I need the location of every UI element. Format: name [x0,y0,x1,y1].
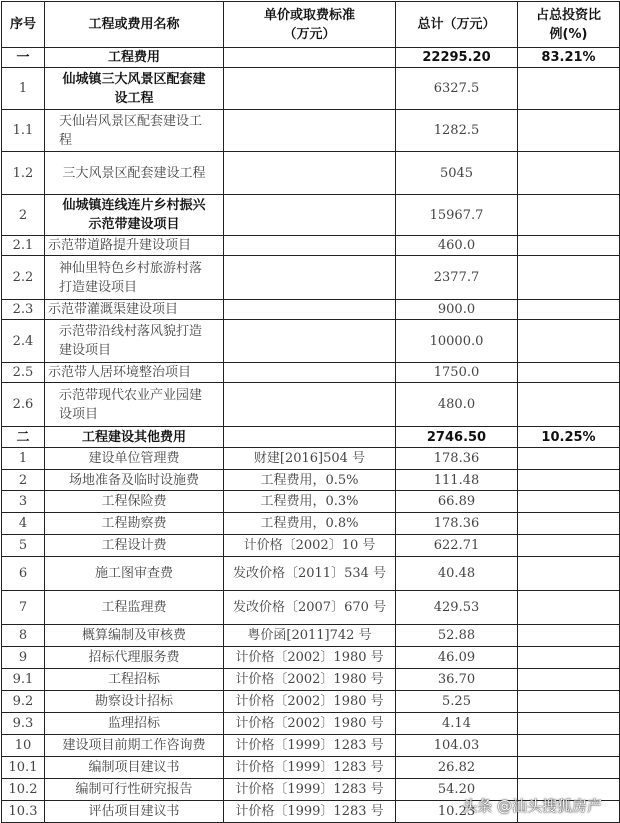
row-number: 1.1 [2,110,45,152]
row-number: 9.1 [2,669,45,691]
row-total: 15967.7 [396,195,518,236]
row-standard: 计价格〔2002〕1980 号 [224,647,396,669]
table-row [2,195,620,236]
header-total: 总计（万元） [396,2,518,48]
table-row [2,300,620,320]
table-row [2,256,620,300]
table-row [2,713,620,735]
row-name: 示范带灌溉渠建设项目 [45,300,224,320]
row-standard [224,152,396,195]
table-row [2,647,620,669]
row-name: 工程设计费 [45,535,224,557]
table-row [2,448,620,470]
table-row [2,591,620,625]
row-number: 4 [2,513,45,535]
row-total: 1282.5 [396,110,518,152]
row-name: 神仙里特色乡村旅游村落打造建设项目 [45,256,224,300]
row-name: 示范带道路提升建设项目 [45,236,224,256]
watermark-text: 头条 @汕头搜狐房产 [462,797,602,815]
header-no: 序号 [2,2,45,48]
row-ratio [518,320,620,363]
row-ratio [518,647,620,669]
row-standard: 计价格〔2002〕1980 号 [224,691,396,713]
row-standard [224,363,396,383]
row-total: 2377.7 [396,256,518,300]
table-row [2,320,620,363]
header-ratio: 占总投资比例(%) [518,2,620,48]
table-row [2,735,620,757]
row-number: 9 [2,647,45,669]
row-ratio [518,383,620,427]
row-number: 二 [2,427,45,448]
row-number: 2.6 [2,383,45,427]
row-total: 4.14 [396,713,518,735]
row-number: 一 [2,48,45,68]
row-number: 2.2 [2,256,45,300]
row-standard: 计价格〔1999〕1283 号 [224,735,396,757]
row-ratio [518,735,620,757]
row-ratio [518,491,620,513]
table-row [2,68,620,110]
row-total: 40.48 [396,557,518,591]
row-standard [224,320,396,363]
row-ratio [518,363,620,383]
row-total: 104.03 [396,735,518,757]
row-standard: 工程费用，0.5% [224,470,396,491]
row-total: 178.36 [396,448,518,470]
row-ratio [518,256,620,300]
row-number: 2.1 [2,236,45,256]
row-number: 2.4 [2,320,45,363]
row-standard [224,383,396,427]
row-standard [224,48,396,68]
row-total: 480.0 [396,383,518,427]
row-ratio [518,110,620,152]
row-ratio [518,195,620,236]
row-standard [224,195,396,236]
row-ratio: 10.25% [518,427,620,448]
row-name: 天仙岩风景区配套建设工程 [45,110,224,152]
row-total: 52.88 [396,625,518,647]
row-ratio [518,757,620,779]
row-number: 10.1 [2,757,45,779]
row-name: 招标代理服务费 [45,647,224,669]
header-row [2,2,620,48]
row-ratio: 83.21% [518,48,620,68]
row-number: 2.5 [2,363,45,383]
row-total: 10.23 [396,801,518,823]
row-total: 460.0 [396,236,518,256]
table-row [2,625,620,647]
row-ratio [518,236,620,256]
row-number: 10 [2,735,45,757]
row-total: 26.82 [396,757,518,779]
row-name: 仙城镇连线连片乡村振兴示范带建设项目 [45,195,224,236]
row-name: 示范带人居环境整治项目 [45,363,224,383]
row-name: 工程建设其他费用 [45,427,224,448]
table-row [2,152,620,195]
row-total: 178.36 [396,513,518,535]
table-row [2,110,620,152]
row-standard: 计价格〔2002〕1980 号 [224,669,396,691]
table-row [2,236,620,256]
row-number: 2 [2,470,45,491]
row-name: 概算编制及审核费 [45,625,224,647]
row-total: 6327.5 [396,68,518,110]
row-standard [224,300,396,320]
row-number: 7 [2,591,45,625]
row-name: 工程费用 [45,48,224,68]
table-row [2,535,620,557]
row-name: 勘察设计招标 [45,691,224,713]
row-number: 5 [2,535,45,557]
cost-table [1,1,620,823]
row-name: 建设单位管理费 [45,448,224,470]
row-total: 111.48 [396,470,518,491]
row-standard: 发改价格〔2007〕670 号 [224,591,396,625]
row-ratio [518,448,620,470]
row-name: 编制项目建议书 [45,757,224,779]
row-total: 10000.0 [396,320,518,363]
row-standard: 财建[2016]504 号 [224,448,396,470]
row-number: 1 [2,68,45,110]
row-standard: 计价格〔2002〕1980 号 [224,713,396,735]
row-total: 900.0 [396,300,518,320]
row-ratio [518,713,620,735]
table-row [2,363,620,383]
row-standard: 发改价格〔2011〕534 号 [224,557,396,591]
row-number: 8 [2,625,45,647]
row-number: 2.3 [2,300,45,320]
row-number: 10.3 [2,801,45,823]
table-row [2,48,620,68]
row-name: 工程勘察费 [45,513,224,535]
row-standard: 工程费用，0.8% [224,513,396,535]
row-ratio [518,470,620,491]
header-standard: 单价或取费标准（万元） [224,2,396,48]
row-name: 编制可行性研究报告 [45,779,224,801]
row-number: 9.3 [2,713,45,735]
row-name: 建设项目前期工作咨询费 [45,735,224,757]
row-standard [224,236,396,256]
row-ratio [518,300,620,320]
row-ratio [518,152,620,195]
row-standard [224,68,396,110]
row-ratio [518,535,620,557]
row-standard: 计价格〔2002〕10 号 [224,535,396,557]
table-row [2,669,620,691]
row-name: 监理招标 [45,713,224,735]
table-row [2,427,620,448]
row-name: 工程保险费 [45,491,224,513]
row-standard: 计价格〔1999〕1283 号 [224,801,396,823]
row-name: 评估项目建议书 [45,801,224,823]
row-name: 施工图审查费 [45,557,224,591]
row-standard: 工程费用，0.3% [224,491,396,513]
row-total: 22295.20 [396,48,518,68]
row-name: 工程监理费 [45,591,224,625]
table-row [2,691,620,713]
row-ratio [518,591,620,625]
row-total: 5045 [396,152,518,195]
row-total: 46.09 [396,647,518,669]
row-total: 429.53 [396,591,518,625]
table-row [2,757,620,779]
row-number: 6 [2,557,45,591]
row-number: 9.2 [2,691,45,713]
row-name: 仙城镇三大风景区配套建设工程 [45,68,224,110]
row-name: 工程招标 [45,669,224,691]
table-row [2,557,620,591]
row-total: 36.70 [396,669,518,691]
row-ratio [518,669,620,691]
row-ratio [518,625,620,647]
table-row [2,383,620,427]
row-total: 2746.50 [396,427,518,448]
row-name: 示范带沿线村落风貌打造建设项目 [45,320,224,363]
row-standard: 粤价函[2011]742 号 [224,625,396,647]
row-standard [224,427,396,448]
row-standard: 计价格〔1999〕1283 号 [224,757,396,779]
table-row [2,491,620,513]
row-name: 三大风景区配套建设工程 [45,152,224,195]
row-number: 2 [2,195,45,236]
row-number: 1.2 [2,152,45,195]
row-number: 10.2 [2,779,45,801]
row-ratio [518,68,620,110]
row-standard [224,110,396,152]
row-ratio [518,557,620,591]
row-ratio [518,691,620,713]
row-name: 场地准备及临时设施费 [45,470,224,491]
row-total: 66.89 [396,491,518,513]
row-ratio [518,513,620,535]
row-total: 5.25 [396,691,518,713]
table-row [2,470,620,491]
row-total: 54.20 [396,779,518,801]
row-total: 1750.0 [396,363,518,383]
row-number: 3 [2,491,45,513]
row-name: 示范带现代农业产业园建设项目 [45,383,224,427]
table-row [2,513,620,535]
row-number: 1 [2,448,45,470]
header-name: 工程或费用名称 [45,2,224,48]
row-standard: 计价格〔1999〕1283 号 [224,779,396,801]
row-total: 622.71 [396,535,518,557]
row-standard [224,256,396,300]
